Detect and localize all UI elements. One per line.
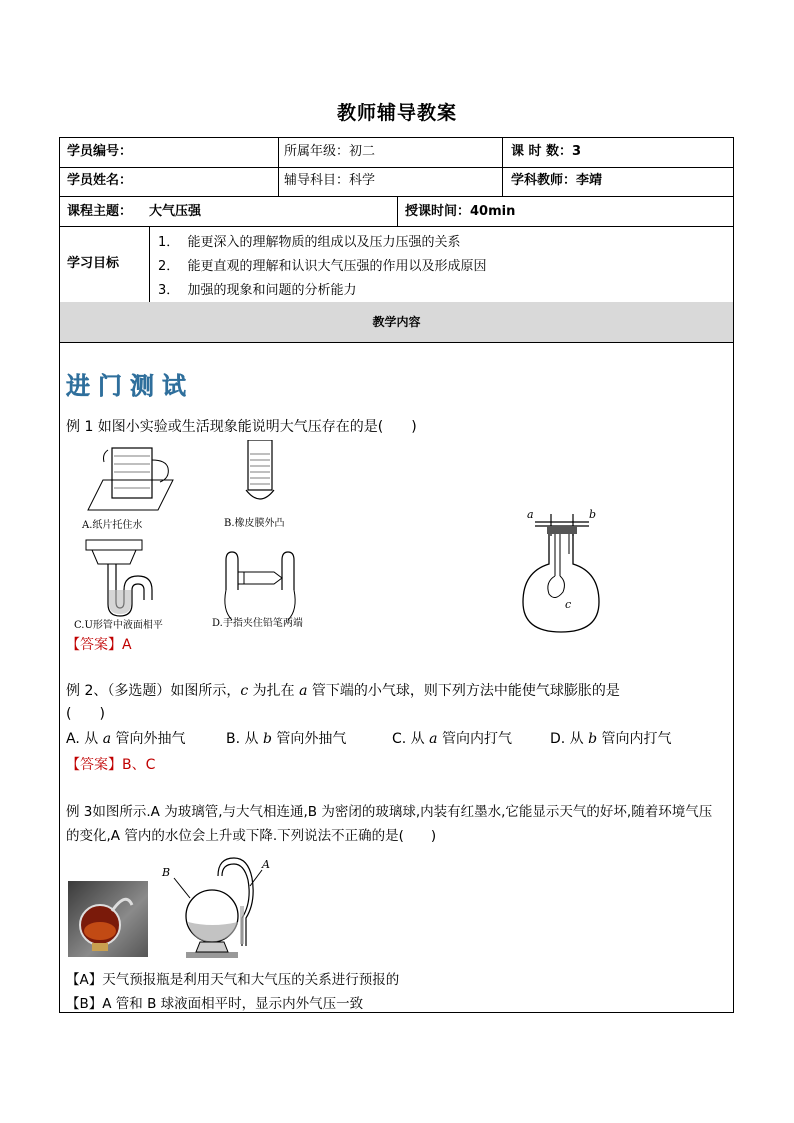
weather-glass-photo — [68, 881, 148, 957]
goal-text: 加强的现象和问题的分析能力 — [187, 283, 357, 298]
flask-label-a: a — [527, 508, 534, 521]
goal-text: 能更直观的理解和认识大气压强的作用以及形成原因 — [187, 259, 487, 274]
caption-c: C.U形管中液面相平 — [74, 620, 163, 631]
q3-option-a: 【A】天气预报瓶是利用天气和大气压的关系进行预报的 — [66, 972, 400, 988]
figure-a-paper-water — [88, 448, 173, 510]
option-var: a — [429, 731, 438, 747]
lesson-plan-table — [59, 137, 734, 1013]
option-post: 管向内打气 — [437, 731, 512, 747]
q2-option-c — [392, 729, 542, 749]
student-name-label: 学员姓名： — [67, 173, 133, 188]
subject-label: 辅导科目：科学 — [284, 173, 376, 188]
grade-label: 所属年级：初二 — [284, 144, 376, 159]
teacher-label: 学科教师：李靖 — [511, 173, 603, 188]
row-divider — [60, 167, 733, 168]
option-pre: A. 从 — [66, 731, 103, 747]
option-var: b — [588, 731, 598, 747]
col-divider — [149, 226, 150, 302]
content-heading: 教学内容 — [372, 315, 421, 329]
q2-option-d — [550, 729, 720, 749]
goal-num: 3． — [158, 283, 180, 298]
goal-text: 能更深入的理解物质的组成以及压力压强的关系 — [187, 235, 461, 250]
q3-option-b: 【B】A 管和 B 球液面相平时，显示内外气压一致 — [66, 996, 364, 1012]
section-title: 进门测试 — [66, 371, 194, 400]
goal-item — [158, 283, 357, 299]
student-id-label: 学员编号： — [67, 144, 133, 159]
time-label: 授课时间：40min — [405, 204, 516, 219]
q2-option-b — [226, 729, 376, 749]
flask-label-b: b — [589, 508, 597, 521]
option-post: 管向外抽气 — [111, 731, 186, 747]
caption-d: D.手指夹住铅笔两端 — [212, 618, 303, 629]
q2-var-a: a — [299, 683, 308, 699]
goal-num: 1． — [158, 235, 180, 250]
option-pre: D. 从 — [550, 731, 589, 747]
option-post: 管向外抽气 — [271, 731, 347, 747]
q1-figures — [78, 440, 338, 636]
goal-num: 2． — [158, 259, 180, 274]
col-divider — [278, 138, 279, 196]
figure-b-rubber-membrane — [246, 440, 274, 499]
caption-a: A.纸片托住水 — [82, 520, 143, 531]
figure-d-pencil-fingers — [225, 552, 295, 620]
q2-paren: ( ) — [66, 706, 105, 722]
topic-label: 课程主题： — [67, 204, 133, 219]
row-divider — [60, 226, 733, 227]
option-post: 管向内打气 — [597, 731, 672, 747]
option-pre: B. 从 — [226, 731, 263, 747]
goal-item — [158, 259, 487, 275]
topic-value: 大气压强 — [149, 204, 202, 219]
q2-stem — [66, 681, 726, 701]
q2-stem-part: 管下端的小气球，则下列方法中能使气球膨胀的是 — [307, 683, 620, 699]
q2-option-a — [66, 729, 206, 749]
lessons-label: 课 时 数：3 — [511, 144, 582, 159]
diagram-label-a: A — [262, 858, 270, 871]
q2-stem-part: 例 2、（多选题）如图所示， — [66, 683, 241, 699]
option-var: b — [262, 731, 272, 747]
goal-item — [158, 235, 461, 251]
caption-b: B.橡皮膜外凸 — [224, 518, 285, 529]
col-divider — [397, 196, 398, 226]
q2-var-c: c — [240, 683, 249, 699]
q2-answer: 【答案】B、C — [66, 757, 156, 773]
q3-stem-line2: 的变化,A 管内的水位会上升或下降.下列说法不正确的是( ) — [66, 828, 437, 844]
diagram-label-b: B — [162, 866, 171, 879]
option-var: a — [102, 731, 112, 747]
goals-label: 学习目标 — [67, 256, 120, 271]
figure-c-u-tube — [86, 540, 152, 616]
q1-stem: 例 1 如图小实验或生活现象能说明大气压存在的是( ) — [66, 419, 417, 435]
q2-stem-part: 为扎在 — [248, 683, 300, 699]
q1-answer: 【答案】A — [66, 637, 132, 653]
page-title: 教师辅导教案 — [336, 102, 457, 124]
option-pre: C. 从 — [392, 731, 430, 747]
row-divider — [60, 342, 733, 343]
flask-figure — [515, 506, 625, 636]
q3-stem-line1: 例 3如图所示.A 为玻璃管,与大气相连通,B 为密闭的玻璃球,内装有红墨水,它能显示天气的好坏,随着环境气压 — [66, 804, 713, 820]
flask-label-c: c — [565, 598, 572, 611]
col-divider — [502, 138, 503, 196]
weather-glass-diagram — [156, 850, 276, 962]
